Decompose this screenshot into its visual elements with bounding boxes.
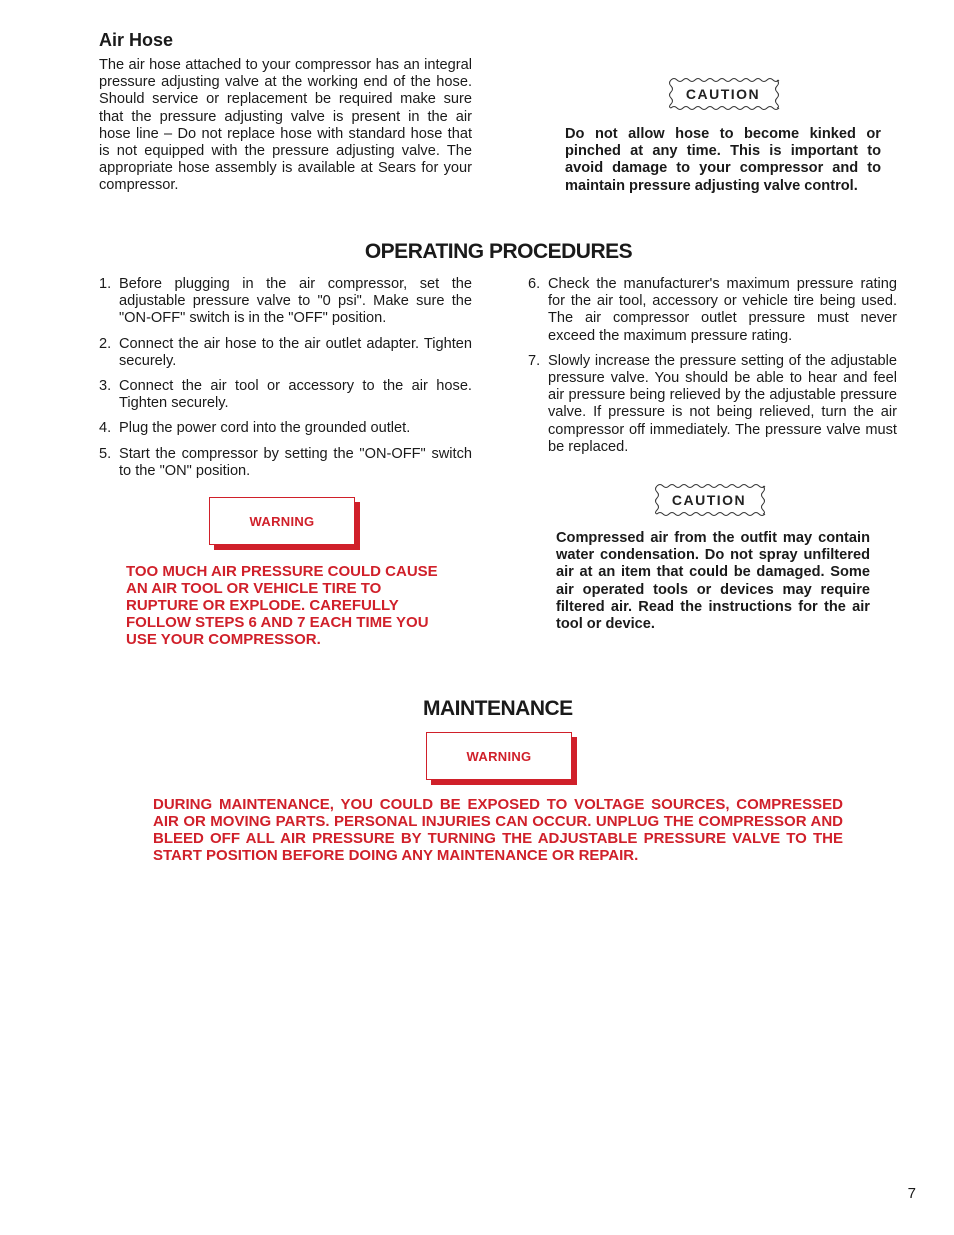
list-item bbox=[99, 420, 472, 437]
step-number: 4. bbox=[99, 420, 112, 437]
steps-left-list bbox=[99, 276, 472, 488]
caution-symbol-2 bbox=[651, 480, 767, 520]
steps-right-list bbox=[528, 276, 897, 464]
warning-label-1: WARNING bbox=[249, 513, 315, 529]
step-text: Before plugging in the air compressor, set the adjustable pressure valve to "0 psi". Make sure the "ON-OFF" switch is in the "OFF" position. bbox=[119, 276, 472, 327]
warning-label-2: WARNING bbox=[466, 748, 532, 764]
warning-box-2 bbox=[426, 732, 572, 780]
step-number: 6. bbox=[528, 276, 541, 292]
maintenance-heading: MAINTENANCE bbox=[423, 697, 573, 720]
step-text: Slowly increase the pressure setting of the adjustable pressure valve. You should be able to hear and feel air pressure being relieved by the adjustable pressure valve. If pressure is not being relieved, turn the air compressor off immediately. The pressure valve must be replaced. bbox=[548, 352, 897, 455]
step-number: 2. bbox=[99, 335, 112, 352]
step-text: Check the manufacturer's maximum pressure rating for the air tool, accessory or vehicle tire being used. The air compressor outlet pressure must never exceed the maximum pressure rating. bbox=[548, 276, 897, 344]
step-text: Plug the power cord into the grounded outlet. bbox=[119, 420, 411, 437]
caution-label-1: CAUTION bbox=[685, 86, 761, 102]
step-number: 5. bbox=[99, 445, 112, 462]
step-number: 3. bbox=[99, 378, 112, 395]
caution-text-1: Do not allow hose to become kinked or pinched at any time. This is important to avoid damage to your compressor and to maintain pressure adjusting valve control. bbox=[565, 126, 881, 194]
maintenance-warning-text: DURING MAINTENANCE, YOU COULD BE EXPOSED TO VOLTAGE SOURCES, COMPRESSED AIR OR MOVING PARTS. PERSONAL INJURIES CAN OCCUR. UNPLUG THE COMPRESSOR AND BLEED OFF ALL AIR PRESSURE BY TURNING THE ADJUSTABLE PRESSURE VALVE TO THE START POSITION BEFORE DOING ANY MAINTENANCE OR REPAIR. bbox=[153, 796, 843, 864]
list-item bbox=[99, 276, 472, 328]
warning-box-1 bbox=[209, 497, 355, 545]
page-number: 7 bbox=[907, 1185, 916, 1202]
list-item bbox=[99, 446, 472, 480]
step-number: 7. bbox=[528, 352, 541, 369]
caution-text-2: Compressed air from the outfit may contain water condensation. Do not spray unfiltered air at an item that could be damaged. Some air operated tools or devices may require filtered air. Read the instructions for the air tool or device. bbox=[556, 530, 870, 633]
warning-text-1: TOO MUCH AIR PRESSURE COULD CAUSE AN AIR TOOL OR VEHICLE TIRE TO RUPTURE OR EXPLODE. CAREFULLY FOLLOW STEPS 6 AND 7 EACH TIME YOU USE YOUR COMPRESSOR. bbox=[126, 563, 438, 648]
step-text: Connect the air tool or accessory to the air hose. Tighten securely. bbox=[119, 378, 472, 412]
list-item bbox=[99, 378, 472, 412]
caution-symbol-1 bbox=[665, 74, 781, 114]
caution-label-2: CAUTION bbox=[671, 492, 747, 508]
step-text: Start the compressor by setting the "ON-OFF" switch to the "ON" position. bbox=[119, 445, 472, 479]
list-item bbox=[528, 276, 897, 345]
air-hose-body: The air hose attached to your compressor has an integral pressure adjusting valve at the working end of the hose. Should service or replacement be required make sure that the pressure adjusting valve is present in the air hose line – Do not replace hose with standard hose that is not equipped with the pressure adjusting valve. The appropriate hose assembly is available at Sears for your compressor. bbox=[99, 57, 472, 194]
list-item bbox=[528, 353, 897, 456]
operating-procedures-heading: OPERATING PROCEDURES bbox=[364, 240, 633, 263]
air-hose-heading: Air Hose bbox=[99, 30, 174, 50]
step-text: Connect the air hose to the air outlet adapter. Tighten securely. bbox=[119, 335, 472, 369]
step-number: 1. bbox=[99, 276, 112, 292]
list-item bbox=[99, 336, 472, 370]
